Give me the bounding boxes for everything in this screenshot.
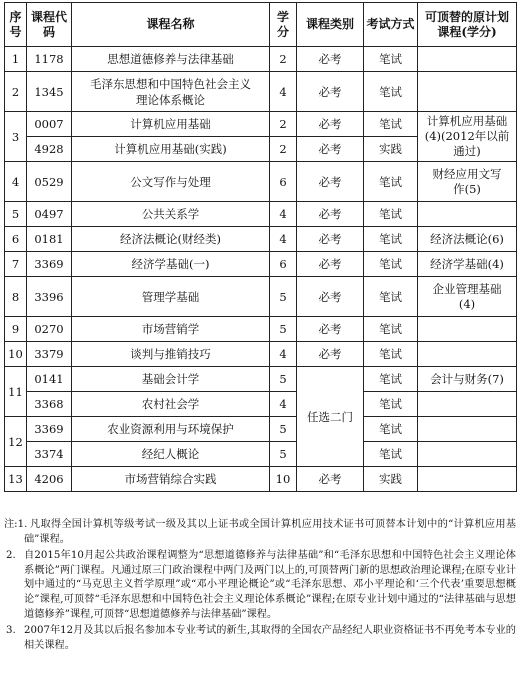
cell-replace xyxy=(418,342,517,367)
cell-seq: 6 xyxy=(5,227,27,252)
cell-type: 必考 xyxy=(297,252,364,277)
cell-name: 市场营销学 xyxy=(72,317,270,342)
cell-type: 必考 xyxy=(297,317,364,342)
cell-exam: 实践 xyxy=(364,137,418,162)
footnote-3-text: 2007年12月及其以后报名参加本专业考试的新生,其取得的全国农产品经纪人职业资格证书不再免考本专业的相关课程。 xyxy=(24,625,516,651)
footnote-1 xyxy=(4,518,516,547)
cell-replace: 计算机应用基础(4)(2012年以前通过) xyxy=(418,112,517,162)
cell-name: 思想道德修养与法律基础 xyxy=(72,47,270,72)
cell-name: 计算机应用基础 xyxy=(72,112,270,137)
cell-replace xyxy=(418,47,517,72)
cell-exam: 笔试 xyxy=(364,227,418,252)
cell-credit: 4 xyxy=(270,342,297,367)
cell-name: 农村社会学 xyxy=(72,392,270,417)
cell-type: 必考 xyxy=(297,342,364,367)
cell-credit: 6 xyxy=(270,252,297,277)
cell-type-elective: 任选二门 xyxy=(297,367,364,467)
footnote-2 xyxy=(4,549,516,622)
table-row xyxy=(5,112,517,137)
cell-replace: 经济学基础(4) xyxy=(418,252,517,277)
table-row xyxy=(5,202,517,227)
cell-code: 4928 xyxy=(27,137,72,162)
table-row xyxy=(5,252,517,277)
cell-type: 必考 xyxy=(297,227,364,252)
cell-replace: 企业管理基础(4) xyxy=(418,277,517,317)
table-row xyxy=(5,162,517,202)
cell-seq: 13 xyxy=(5,467,27,492)
cell-exam: 笔试 xyxy=(364,342,418,367)
cell-type: 必考 xyxy=(297,467,364,492)
cell-code: 1178 xyxy=(27,47,72,72)
cell-credit: 6 xyxy=(270,162,297,202)
cell-replace xyxy=(418,442,517,467)
cell-code: 4206 xyxy=(27,467,72,492)
cell-credit: 2 xyxy=(270,112,297,137)
cell-name: 农业资源利用与环境保护 xyxy=(72,417,270,442)
cell-exam: 笔试 xyxy=(364,202,418,227)
cell-type: 必考 xyxy=(297,202,364,227)
cell-credit: 5 xyxy=(270,277,297,317)
cell-code: 3396 xyxy=(27,277,72,317)
cell-name: 毛泽东思想和中国特色社会主义理论体系概论 xyxy=(72,72,270,112)
table-row xyxy=(5,367,517,392)
cell-exam: 笔试 xyxy=(364,277,418,317)
cell-replace xyxy=(418,317,517,342)
table-row xyxy=(5,72,517,112)
cell-type: 必考 xyxy=(297,72,364,112)
cell-seq: 1 xyxy=(5,47,27,72)
cell-type: 必考 xyxy=(297,112,364,137)
cell-credit: 5 xyxy=(270,442,297,467)
table-header-row xyxy=(5,3,517,47)
cell-name: 公共关系学 xyxy=(72,202,270,227)
cell-code: 3368 xyxy=(27,392,72,417)
cell-seq: 2 xyxy=(5,72,27,112)
cell-exam: 实践 xyxy=(364,467,418,492)
cell-replace xyxy=(418,392,517,417)
cell-seq: 3 xyxy=(5,112,27,162)
cell-replace: 经济法概论(6) xyxy=(418,227,517,252)
cell-exam: 笔试 xyxy=(364,162,418,202)
cell-seq: 7 xyxy=(5,252,27,277)
cell-credit: 4 xyxy=(270,72,297,112)
cell-credit: 4 xyxy=(270,202,297,227)
cell-exam: 笔试 xyxy=(364,317,418,342)
cell-replace xyxy=(418,467,517,492)
cell-name: 经纪人概论 xyxy=(72,442,270,467)
cell-credit: 4 xyxy=(270,392,297,417)
cell-exam: 笔试 xyxy=(364,72,418,112)
cell-seq: 8 xyxy=(5,277,27,317)
cell-seq: 4 xyxy=(5,162,27,202)
header-exam: 考试方式 xyxy=(364,3,418,47)
cell-name: 基础会计学 xyxy=(72,367,270,392)
cell-exam: 笔试 xyxy=(364,417,418,442)
cell-replace: 财经应用文写作(5) xyxy=(418,162,517,202)
cell-seq: 5 xyxy=(5,202,27,227)
cell-exam: 笔试 xyxy=(364,252,418,277)
cell-credit: 5 xyxy=(270,367,297,392)
cell-name: 管理学基础 xyxy=(72,277,270,317)
cell-credit: 5 xyxy=(270,417,297,442)
cell-code: 0529 xyxy=(27,162,72,202)
table-row xyxy=(5,277,517,317)
header-code: 课程代码 xyxy=(27,3,72,47)
header-seq: 序号 xyxy=(5,3,27,47)
footnote-2-number: 2. xyxy=(6,550,16,562)
footnotes xyxy=(4,518,516,653)
footnote-3 xyxy=(4,624,516,653)
table-row xyxy=(5,442,517,467)
cell-code: 0181 xyxy=(27,227,72,252)
table-row xyxy=(5,467,517,492)
cell-code: 0141 xyxy=(27,367,72,392)
cell-exam: 笔试 xyxy=(364,47,418,72)
cell-replace xyxy=(418,202,517,227)
table-row xyxy=(5,417,517,442)
cell-type: 必考 xyxy=(297,137,364,162)
cell-exam: 笔试 xyxy=(364,442,418,467)
footnote-1-number: 1. xyxy=(17,519,28,530)
cell-seq: 9 xyxy=(5,317,27,342)
cell-type: 必考 xyxy=(297,277,364,317)
cell-replace: 会计与财务(7) xyxy=(418,367,517,392)
table-row xyxy=(5,227,517,252)
cell-name: 公文写作与处理 xyxy=(72,162,270,202)
cell-seq: 12 xyxy=(5,417,27,467)
cell-name: 市场营销综合实践 xyxy=(72,467,270,492)
cell-seq: 10 xyxy=(5,342,27,367)
cell-credit: 2 xyxy=(270,137,297,162)
cell-name: 谈判与推销技巧 xyxy=(72,342,270,367)
cell-type: 必考 xyxy=(297,162,364,202)
footnote-2-text: 自2015年10月起公共政治课程调整为“思想道德修养与法律基础”和“毛泽东思想和中国特色社会主义理论体系概论”两门课程。凡通过原三门政治课程中两门及两门以上的,可顶替两门新的思想政治理论课程;在原专业计划中通过的“马克思主义哲学原理”或“邓小平理论概论”或“毛泽东思想、邓小平理论和‘三个代表’重要思想概论”课程,可顶替“毛泽东思想和中国特色社会主义理论体系概论”课程;在原专业计划中通过的“法律基础与思想道德修养”课程,可顶替“思想道德修养与法律基础”课程。 xyxy=(24,550,516,620)
cell-exam: 笔试 xyxy=(364,392,418,417)
cell-code: 0497 xyxy=(27,202,72,227)
cell-replace xyxy=(418,72,517,112)
cell-code: 3374 xyxy=(27,442,72,467)
cell-code: 3379 xyxy=(27,342,72,367)
cell-credit: 2 xyxy=(270,47,297,72)
footnote-1-text: 凡取得全国计算机等级考试一级及其以上证书或全国计算机应用技术证书可顶替本计划中的“计算机应用基础”课程。 xyxy=(24,519,516,545)
cell-name: 经济学基础(一) xyxy=(72,252,270,277)
cell-credit: 10 xyxy=(270,467,297,492)
cell-credit: 4 xyxy=(270,227,297,252)
cell-type: 必考 xyxy=(297,47,364,72)
cell-code: 1345 xyxy=(27,72,72,112)
table-row xyxy=(5,317,517,342)
cell-code: 3369 xyxy=(27,252,72,277)
cell-replace xyxy=(418,417,517,442)
table-row xyxy=(5,47,517,72)
cell-code: 0270 xyxy=(27,317,72,342)
header-name: 课程名称 xyxy=(72,3,270,47)
cell-exam: 笔试 xyxy=(364,112,418,137)
table-row xyxy=(5,342,517,367)
header-type: 课程类别 xyxy=(297,3,364,47)
cell-code: 0007 xyxy=(27,112,72,137)
cell-name: 计算机应用基础(实践) xyxy=(72,137,270,162)
table-row xyxy=(5,392,517,417)
footnote-prefix: 注: xyxy=(4,519,18,530)
cell-seq: 11 xyxy=(5,367,27,417)
header-credit: 学分 xyxy=(270,3,297,47)
header-replace: 可顶替的原计划课程(学分) xyxy=(418,3,517,47)
cell-exam: 笔试 xyxy=(364,367,418,392)
cell-code: 3369 xyxy=(27,417,72,442)
cell-name: 经济法概论(财经类) xyxy=(72,227,270,252)
footnote-3-number: 3. xyxy=(6,625,16,637)
course-table xyxy=(4,2,517,492)
cell-credit: 5 xyxy=(270,317,297,342)
